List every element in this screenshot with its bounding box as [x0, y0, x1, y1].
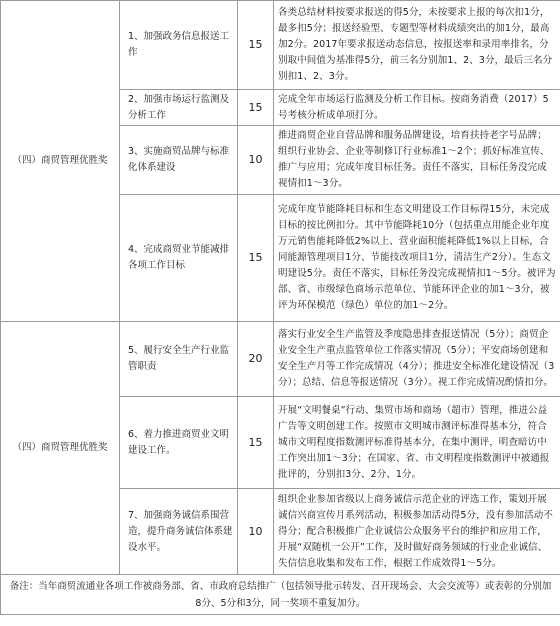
item-cell: 2、加强市场运行监测及分析工作 [120, 90, 238, 126]
table-row [1, 322, 560, 397]
category-cell: （四）商贸管理优胜奖 [1, 1, 120, 322]
description-cell: 完成年度节能降耗目标和生态文明建设工作目标得15分，未完成目标的按比例扣分。其中节能降耗10分（包括重点用能企业年度万元销售能耗降低2%以上、营业面积能耗降低1%以上目标，合同能源管理项目1分、节能技改项目1分，清洁生产2分）。生态文明建设5分。责任不落实，目标任务没完成视情扣1～5分。被评为部、省、市级绿色商场示范单位、节能环评企业的加1～3分，被评为环保模范（绿色）单位的加1～2分。 [274, 195, 560, 322]
description-cell: 开展“文明餐桌”行动、集贸市场和商场（超市）管理，推进公益广告等文明创建工作。按照市文明城市测评标准得基本分，符合城市文明程度指数测评标准得基本分，在集中测评，明查暗访中工作突出加1～3分；在国家、省、市文明程度指数测评中被通报批评的，分别扣3分、2分、1分。 [274, 397, 560, 489]
item-cell: 7、加强商务诚信系围营造，提升商务诚信体系建设水平。 [120, 489, 238, 575]
score-cell: 15 [238, 90, 274, 126]
score-cell: 10 [238, 489, 274, 575]
note-row [1, 575, 560, 615]
description-cell: 各类总结材料按要求报送的得5分，未按要求上报的每次扣1分，最多扣5分；报送经验型、专题型等材料成绩突出的加1分，最高加2分。2017年要求报送动态信息，按报送率和录用率排名，分别取中间值为基准得5分，前三名分别加1、2、3分，最后三名分别扣1、2、3分。 [274, 1, 560, 90]
note-cell: 备注：当年商贸流通业各项工作被商务部、省、市政府总结推广（包括领导批示转发、召开现场会、大会交流等）或表彰的分别加8分、5分和3分，同一奖项不重复加分。 [1, 575, 560, 615]
description-cell: 组织企业参加省级以上商务诚信示范企业的评选工作，策划开展诚信兴商宣传月系列活动，积极参加活动得5分，没有参加活动不得分；配合积极推广企业诚信公众服务平台的维护和应用工作，开展“双随机一公开”工作，及时做好商务领域的行业企业诚信、失信信息收集和发布工作，根据工作成效得1～5分。 [274, 489, 560, 575]
item-cell: 5、履行安全生产行业监管职责 [120, 322, 238, 397]
item-cell: 3、实施商贸品牌与标准化体系建设 [120, 126, 238, 195]
description-cell: 完成全年市场运行监测及分析工作目标。按商务消费（2017）5号考核分析成单项打分。 [274, 90, 560, 126]
item-cell: 1、加强政务信息报送工作 [120, 1, 238, 90]
score-cell: 15 [238, 1, 274, 90]
description-cell: 推进商贸企业自营品牌和服务品牌建设，培育扶持老字号品牌；组织行业协会、企业等制修订行业标准1～2个；抓好标准宣传、推广与应用；完成年度目标任务。责任不落实，目标任务没完成视情扣1～3分。 [274, 126, 560, 195]
score-cell: 15 [238, 195, 274, 322]
description-cell: 落实行业安全生产监管及季度隐患排查报送情况（5分）；商贸企业安全生产重点监管单位工作落实情况（5分）；平安商场创建和安全生产月等工作完成情况（4分）；推进安全标准化建设情况（3分）；总结、信息等报送情况（3分）。视工作完成情况酌情扣分。 [274, 322, 560, 397]
item-cell: 6、着力推进商贸业文明建设工作。 [120, 397, 238, 489]
score-cell: 15 [238, 397, 274, 489]
table-row [1, 1, 560, 90]
item-cell: 4、完成商贸业节能减排各项工作目标 [120, 195, 238, 322]
score-cell: 10 [238, 126, 274, 195]
score-cell: 20 [238, 322, 274, 397]
category-cell: （四）商贸管理优胜奖 [1, 322, 120, 575]
